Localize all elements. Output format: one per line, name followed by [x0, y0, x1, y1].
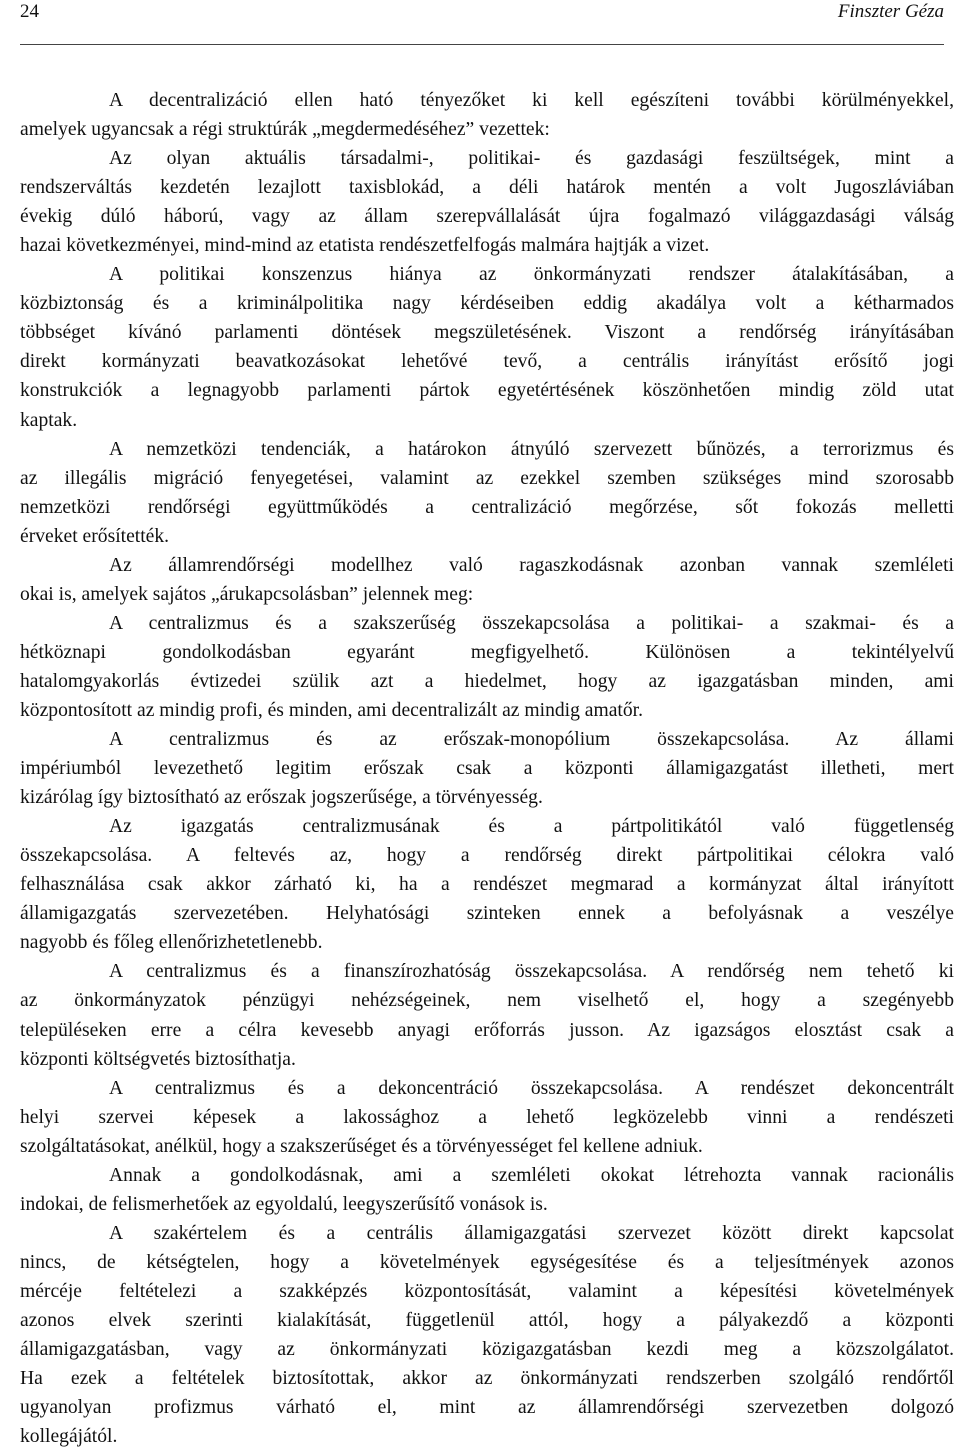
- text-line: konstrukciók a legnagyobb parlamenti pártok egyetértésének köszönhetően mindig zöld utat: [20, 380, 954, 402]
- text-line: direkt kormányzati beavatkozásokat lehetővé tevő, a centrális irányítást erősítő jogi: [20, 351, 954, 373]
- paragraph: [20, 812, 954, 957]
- text-line: kaptak.: [20, 409, 78, 431]
- text-line: hazai következményei, mind-mind az etatista rendészetfelfogás malmára hajtják a vizet.: [20, 235, 710, 257]
- text-line: helyi szervei képesek a lakossághoz a lehető legközelebb vinni a rendészeti: [20, 1106, 954, 1128]
- text-line: hétköznapi gondolkodásban egyaránt megfigyelhető. Különösen a tekintélyelvű: [20, 641, 954, 663]
- text-line: az illegális migráció fenyegetései, valamint az ezekkel szemben szükséges mind szorosabb: [20, 467, 954, 489]
- paragraph: [20, 86, 954, 144]
- paragraph: [20, 1219, 954, 1451]
- text-line: Az olyan aktuális társadalmi-, politikai- és gazdasági feszültségek, mint a: [109, 148, 954, 170]
- text-line: ugyanolyan profizmus várható el, mint az államrendőrségi szervezetben dolgozó: [20, 1397, 954, 1419]
- text-line: többséget kívánó parlamenti döntések megszületésének. Viszont a rendőrség irányításában: [20, 322, 954, 344]
- text-line: közbiztonság és a kriminálpolitika nagy kérdéseiben eddig akadálya volt a kétharmados: [20, 293, 954, 315]
- body-text: [20, 86, 954, 1451]
- paragraph: [20, 144, 954, 260]
- text-line: Az igazgatás centralizmusának és a pártpolitikától való függetlenség: [109, 816, 954, 838]
- text-line: az önkormányzatok pénzügyi nehézségeinek, nem viselhető el, hogy a szegényebb: [20, 990, 954, 1012]
- text-line: központosított az mindig profi, és minden, ami decentralizált az mindig amatőr.: [20, 699, 644, 721]
- text-line: indokai, de felismerhetőek az egyoldalú, leegyszerűsítő vonások is.: [20, 1193, 548, 1215]
- text-line: nemzetközi rendőrségi együttműködés a centralizáció megőrzése, sőt fokozás melletti: [20, 496, 954, 518]
- text-line: összekapcsolása. A feltevés az, hogy a rendőrség direkt pártpolitikai célokra való: [20, 845, 954, 867]
- paragraph: [20, 957, 954, 1073]
- text-line: érveket erősítették.: [20, 525, 170, 547]
- text-line: nagyobb és főleg ellenőrizhetetlenebb.: [20, 932, 323, 954]
- text-line: A politikai konszenzus hiánya az önkormányzati rendszer átalakításában, a: [109, 264, 954, 286]
- text-line: Ha ezek a feltételek biztosítottak, akkor az önkormányzati rendszerben szolgáló rendőrtől: [20, 1368, 954, 1390]
- text-line: Az államrendőrségi modellhez való ragaszkodásnak azonban vannak szemléleti: [109, 554, 954, 576]
- text-line: impériumból levezethető legitim erőszak csak a központi államigazgatást illetheti, mert: [20, 758, 954, 780]
- text-line: A centralizmus és az erőszak-monopólium összekapcsolása. Az állami: [109, 729, 954, 751]
- text-line: hatalomgyakorlás évtizedei szülik azt a hiedelmet, hogy az igazgatásban minden, ami: [20, 670, 954, 692]
- running-header: [20, 0, 944, 45]
- paragraph: [20, 1161, 954, 1219]
- text-line: településeken erre a célra kevesebb anyagi erőforrás jusson. Az igazságos elosztást csak a: [20, 1019, 954, 1041]
- paragraph: [20, 725, 954, 812]
- text-line: A nemzetközi tendenciák, a határokon átnyúló szervezett bűnözés, a terrorizmus és: [109, 438, 954, 460]
- text-line: Annak a gondolkodásnak, ami a szemléleti okokat létrehozta vannak racionális: [109, 1164, 954, 1186]
- text-line: államigazgatásban, vagy az önkormányzati közigazgatásban kezdi meg a közszolgálatot.: [20, 1339, 954, 1361]
- page-number: 24: [20, 1, 39, 22]
- text-line: nincs, de kétségtelen, hogy a követelmények egységesítése és a teljesítmények azonos: [20, 1251, 954, 1273]
- text-line: szolgáltatásokat, anélkül, hogy a szakszerűséget és a törvényességet fel kellene adniuk.: [20, 1135, 703, 1157]
- paragraph: [20, 1074, 954, 1161]
- text-line: A szakértelem és a centrális államigazgatási szervezet között direkt kapcsolat: [109, 1222, 954, 1244]
- text-line: A centralizmus és a finanszírozhatóság összekapcsolása. A rendőrség nem tehető ki: [109, 961, 954, 983]
- running-header-author: Finszter Géza: [837, 1, 944, 22]
- text-line: A decentralizáció ellen ható tényezőket ki kell egészíteni további körülményekkel,: [109, 90, 954, 111]
- text-line: évekig dúló háború, vagy az állam szerepvállalását újra fogalmazó világgazdasági válság: [20, 206, 954, 228]
- text-line: mércéje feltételezi a szakképzés központosítását, valamint a képesítési követelmények: [20, 1280, 954, 1302]
- text-line: okai is, amelyek sajátos „árukapcsolásban” jelennek meg:: [20, 583, 474, 605]
- text-line: központi költségvetés biztosíthatja.: [20, 1048, 296, 1070]
- paragraph: [20, 260, 954, 434]
- text-line: A centralizmus és a szakszerűség összekapcsolása a politikai- a szakmai- és a: [109, 612, 954, 634]
- text-line: azonos elvek szerinti kialakítását, függetlenül attól, hogy a pályakezdő a központi: [20, 1309, 954, 1331]
- paragraph: [20, 435, 954, 551]
- text-line: kizárólag így biztosítható az erőszak jogszerűsége, a törvényesség.: [20, 787, 543, 809]
- text-line: amelyek ugyancsak a régi struktúrák „megdermedéséhez” vezettek:: [20, 119, 550, 141]
- text-line: államigazgatás szervezetében. Helyhatósági szinteken ennek a befolyásnak a veszélye: [20, 903, 954, 925]
- text-line: A centralizmus és a dekoncentráció összekapcsolása. A rendészet dekoncentrált: [109, 1077, 954, 1099]
- text-line: kollegájától.: [20, 1426, 118, 1448]
- paragraph: [20, 551, 954, 609]
- paragraph: [20, 609, 954, 725]
- text-line: felhasználása csak akkor zárható ki, ha a rendészet megmarad a kormányzat által irányított: [20, 874, 954, 896]
- text-line: rendszerváltás kezdetén lezajlott taxisblokád, a déli határok mentén a volt Jugoszláviában: [20, 177, 954, 199]
